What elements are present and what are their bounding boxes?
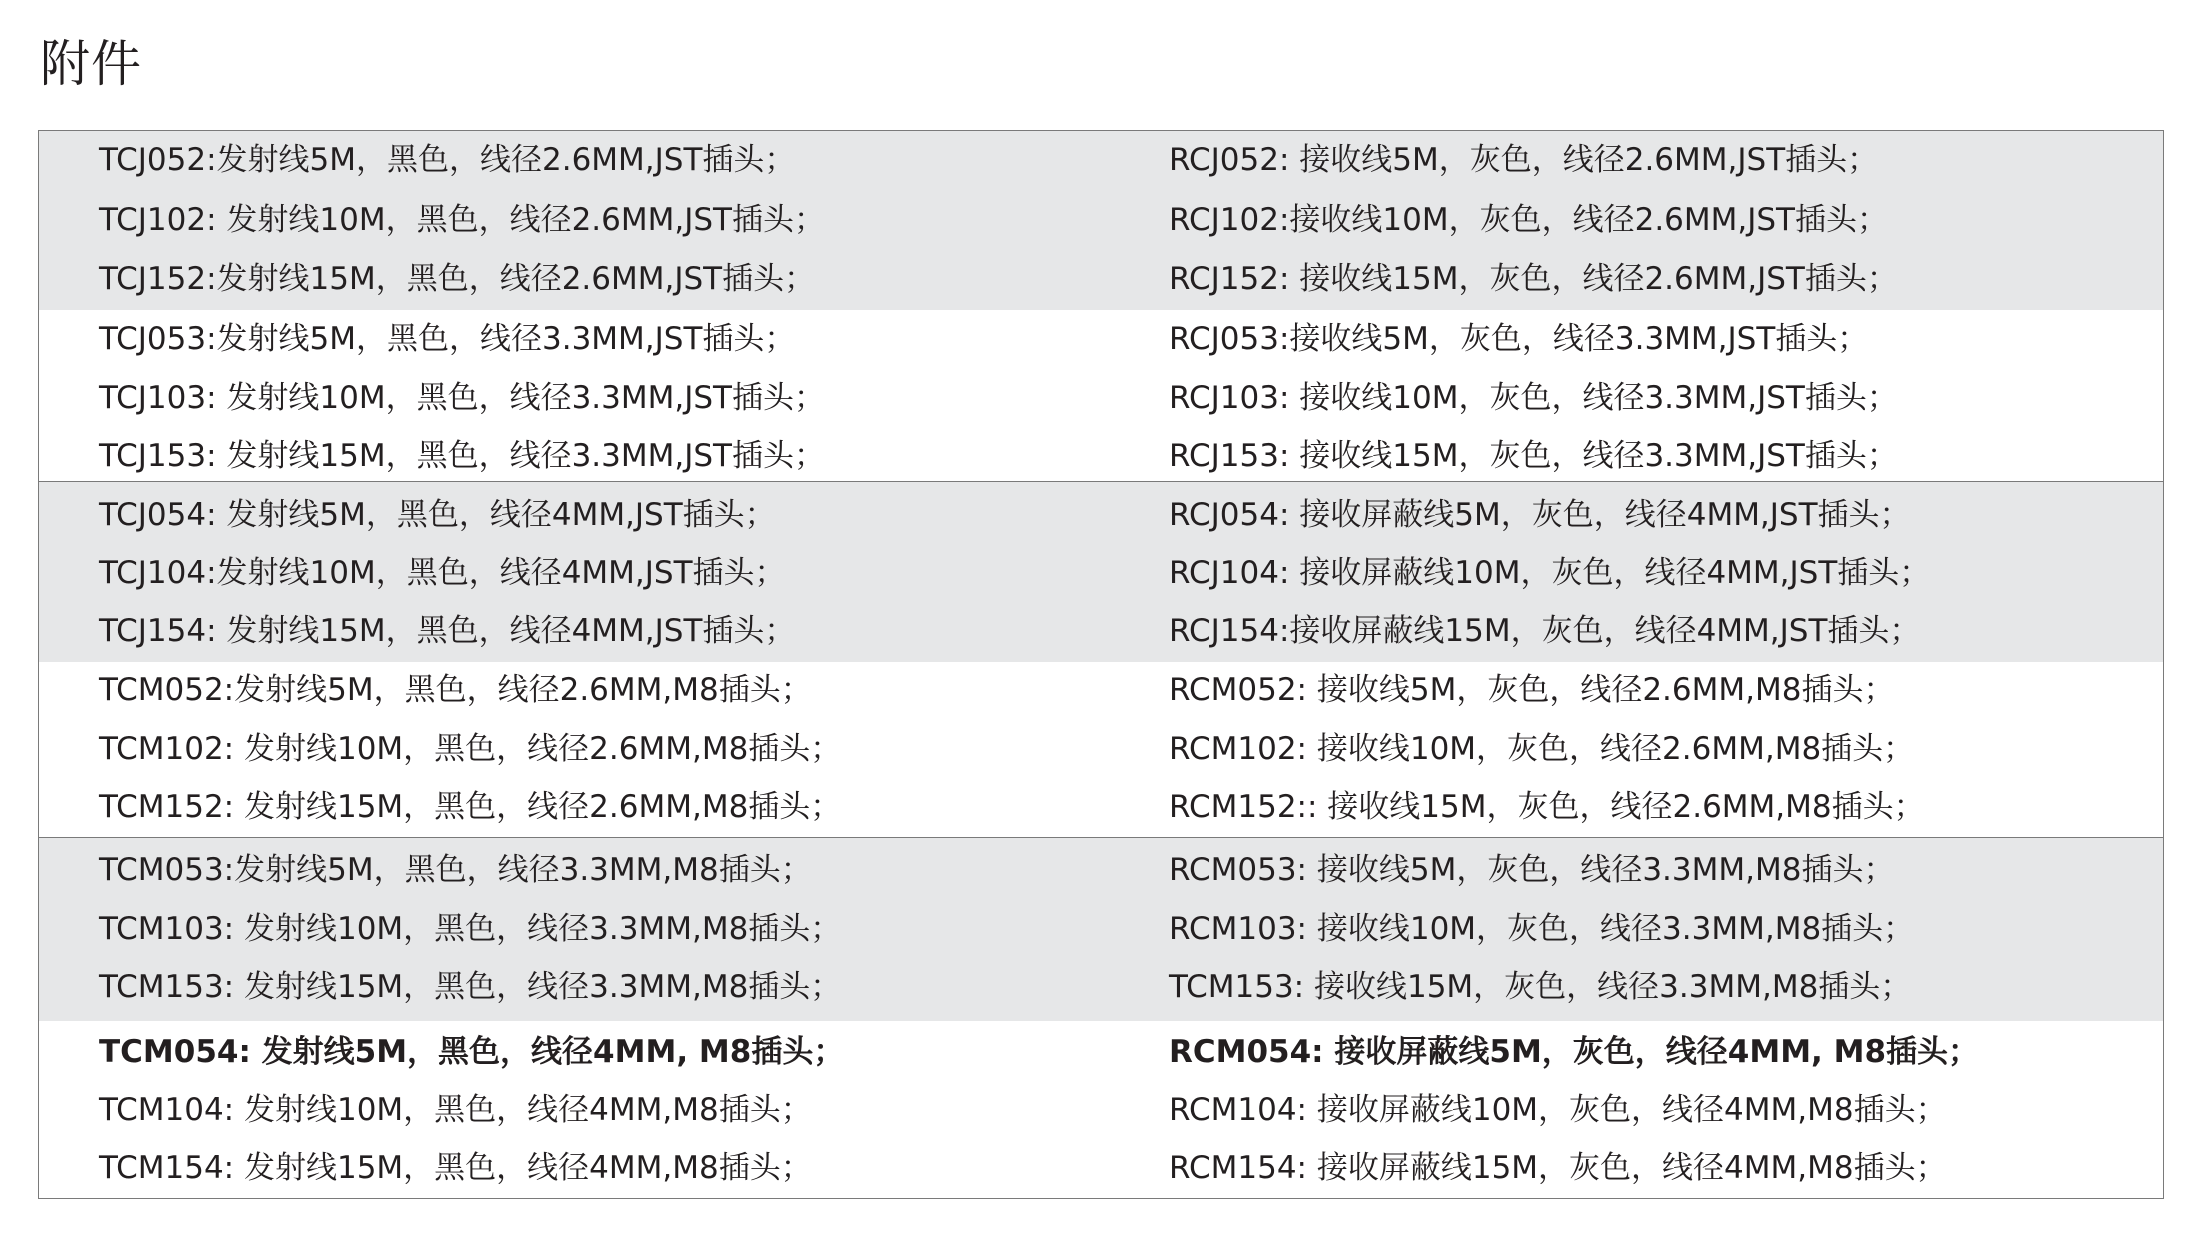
table-group-tcj-rcj-3-3mm (39, 310, 2163, 487)
transmitter-cable-spec: TCJ052:发射线5M，黑色，线径2.6MM,JST插头； (99, 142, 796, 178)
table-row (39, 958, 2163, 1016)
receiver-cable-spec: TCM153: 接收线15M，灰色，线径3.3MM,M8插头； (1169, 969, 1912, 1005)
transmitter-cable-spec: TCM153: 发射线15M，黑色，线径3.3MM,M8插头； (99, 969, 842, 1005)
accessory-table (38, 130, 2164, 1199)
table-row (39, 778, 2163, 836)
transmitter-cable-spec: TCJ152:发射线15M，黑色，线径2.6MM,JST插头； (99, 261, 816, 297)
receiver-cable-spec: RCJ154:接收屏蔽线15M，灰色，线径4MM,JST插头； (1169, 613, 1921, 649)
transmitter-cable-spec: TCM154: 发射线15M，黑色，线径4MM,M8插头； (99, 1150, 812, 1186)
transmitter-cable-spec: TCJ102: 发射线10M，黑色，线径2.6MM,JST插头； (99, 202, 825, 238)
transmitter-cable-spec: TCJ103: 发射线10M，黑色，线径3.3MM,JST插头； (99, 380, 825, 416)
table-row (39, 1023, 2163, 1081)
table-row (39, 841, 2163, 899)
table-row (39, 544, 2163, 602)
receiver-cable-spec: RCM054: 接收屏蔽线5M，灰色，线径4MM, M8插头； (1169, 1034, 1980, 1070)
table-row (39, 250, 2163, 308)
page-title: 附件 (40, 35, 142, 93)
table-row (39, 602, 2163, 660)
table-group-tcm-rcm-4mm (39, 1020, 2163, 1198)
table-group-tcm-rcm-3-3mm (39, 837, 2163, 1021)
table-row (39, 1081, 2163, 1139)
receiver-cable-spec: RCJ153: 接收线15M，灰色，线径3.3MM,JST插头； (1169, 438, 1898, 474)
receiver-cable-spec: RCM102: 接收线10M，灰色，线径2.6MM,M8插头； (1169, 731, 1915, 767)
receiver-cable-spec: RCJ054: 接收屏蔽线5M，灰色，线径4MM,JST插头； (1169, 497, 1911, 533)
table-row (39, 369, 2163, 427)
table-row (39, 191, 2163, 249)
receiver-cable-spec: RCJ053:接收线5M，灰色，线径3.3MM,JST插头； (1169, 321, 1869, 357)
transmitter-cable-spec: TCM103: 发射线10M，黑色，线径3.3MM,M8插头； (99, 911, 842, 947)
receiver-cable-spec: RCM104: 接收屏蔽线10M，灰色，线径4MM,M8插头； (1169, 1092, 1947, 1128)
transmitter-cable-spec: TCJ154: 发射线15M，黑色，线径4MM,JST插头； (99, 613, 796, 649)
receiver-cable-spec: RCM103: 接收线10M，灰色，线径3.3MM,M8插头； (1169, 911, 1915, 947)
table-row (39, 661, 2163, 719)
receiver-cable-spec: RCJ104: 接收屏蔽线10M，灰色，线径4MM,JST插头； (1169, 555, 1931, 591)
table-row (39, 720, 2163, 778)
receiver-cable-spec: RCJ103: 接收线10M，灰色，线径3.3MM,JST插头； (1169, 380, 1898, 416)
table-row (39, 1139, 2163, 1197)
table-row (39, 900, 2163, 958)
transmitter-cable-spec: TCM104: 发射线10M，黑色，线径4MM,M8插头； (99, 1092, 812, 1128)
transmitter-cable-spec: TCM152: 发射线15M，黑色，线径2.6MM,M8插头； (99, 789, 842, 825)
transmitter-cable-spec: TCJ153: 发射线15M，黑色，线径3.3MM,JST插头； (99, 438, 825, 474)
transmitter-cable-spec: TCM052:发射线5M，黑色，线径2.6MM,M8插头； (99, 672, 812, 708)
table-row (39, 310, 2163, 368)
receiver-cable-spec: RCM152:: 接收线15M，灰色，线径2.6MM,M8插头； (1169, 789, 1925, 825)
transmitter-cable-spec: TCJ054: 发射线5M，黑色，线径4MM,JST插头； (99, 497, 776, 533)
receiver-cable-spec: RCM052: 接收线5M，灰色，线径2.6MM,M8插头； (1169, 672, 1895, 708)
table-group-tcj-rcj-4mm (39, 481, 2163, 662)
table-group-tcj-rcj-2-6mm (39, 131, 2163, 310)
table-row (39, 131, 2163, 189)
receiver-cable-spec: RCM053: 接收线5M，灰色，线径3.3MM,M8插头； (1169, 852, 1895, 888)
transmitter-cable-spec: TCM054: 发射线5M，黑色，线径4MM, M8插头； (99, 1034, 845, 1070)
table-row (39, 427, 2163, 485)
table-group-tcm-rcm-2-6mm (39, 661, 2163, 837)
receiver-cable-spec: RCM154: 接收屏蔽线15M，灰色，线径4MM,M8插头； (1169, 1150, 1947, 1186)
table-row (39, 486, 2163, 544)
receiver-cable-spec: RCJ052: 接收线5M，灰色，线径2.6MM,JST插头； (1169, 142, 1879, 178)
transmitter-cable-spec: TCM102: 发射线10M，黑色，线径2.6MM,M8插头； (99, 731, 842, 767)
transmitter-cable-spec: TCM053:发射线5M，黑色，线径3.3MM,M8插头； (99, 852, 812, 888)
transmitter-cable-spec: TCJ104:发射线10M，黑色，线径4MM,JST插头； (99, 555, 786, 591)
transmitter-cable-spec: TCJ053:发射线5M，黑色，线径3.3MM,JST插头； (99, 321, 796, 357)
receiver-cable-spec: RCJ102:接收线10M，灰色，线径2.6MM,JST插头； (1169, 202, 1888, 238)
receiver-cable-spec: RCJ152: 接收线15M，灰色，线径2.6MM,JST插头； (1169, 261, 1898, 297)
